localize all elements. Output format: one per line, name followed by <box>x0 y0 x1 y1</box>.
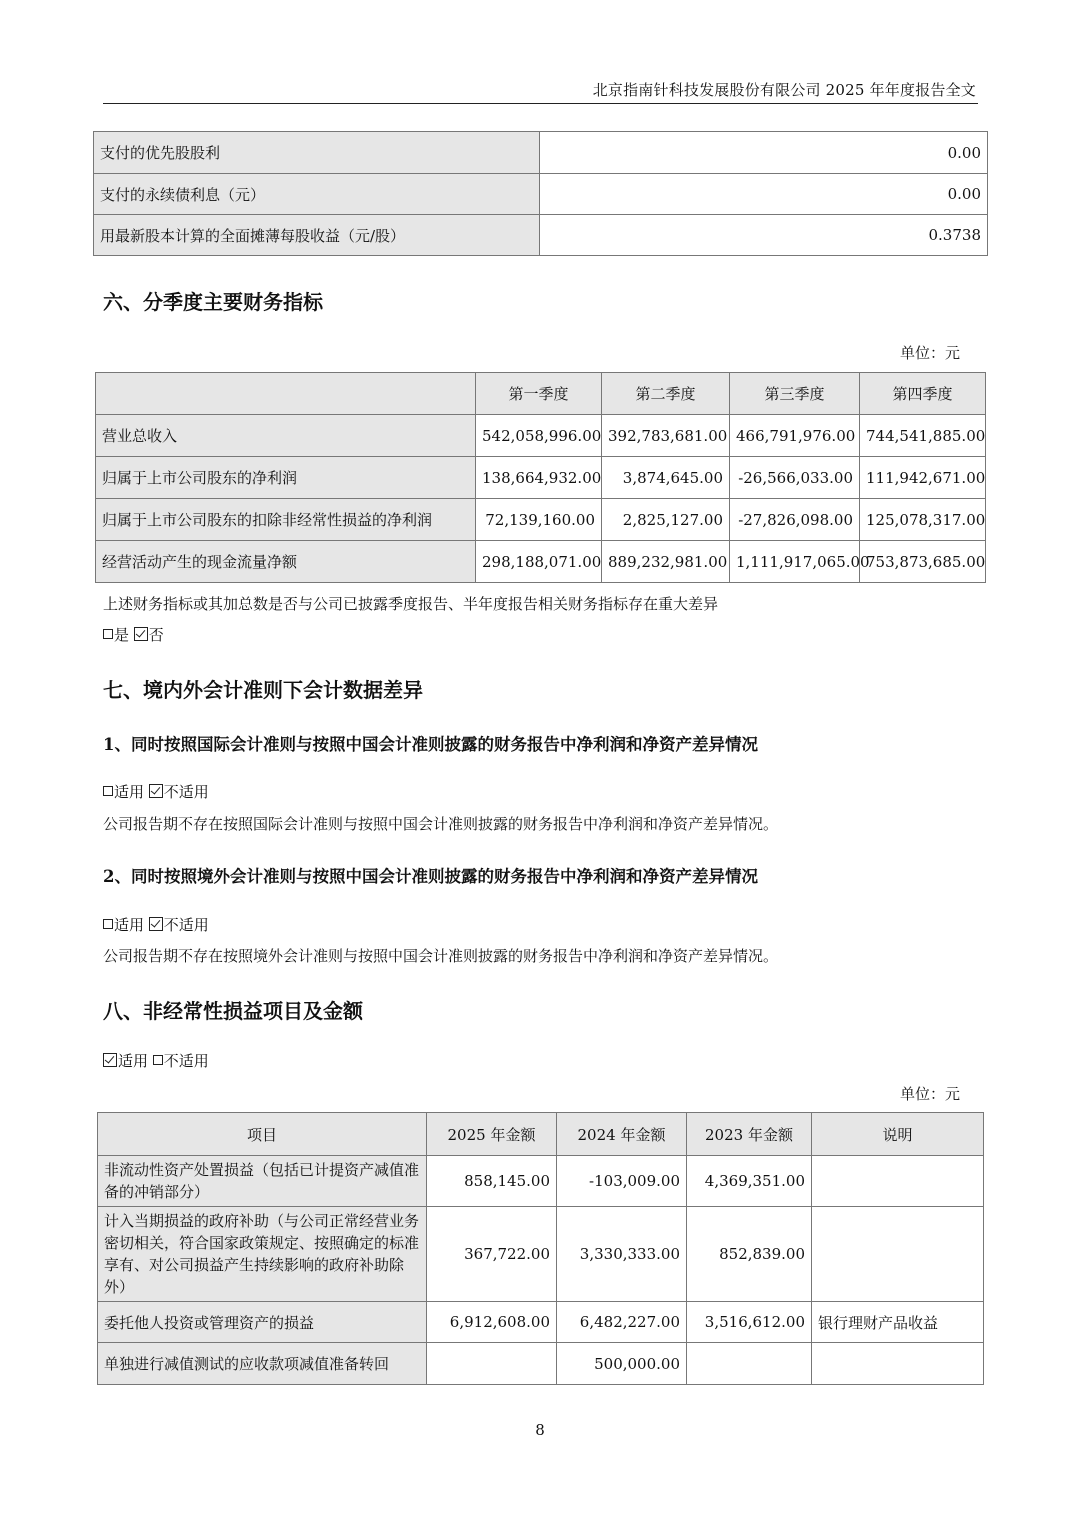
section6-title: 六、分季度主要财务指标 <box>103 290 323 314</box>
checked-box-icon[interactable] <box>149 784 163 798</box>
cell-q2: 392,783,681.00 <box>602 415 730 457</box>
unchecked-box-icon[interactable] <box>103 919 113 929</box>
col-header-q1: 第一季度 <box>476 373 602 415</box>
col-header-2023: 2023 年金额 <box>687 1113 812 1156</box>
section6-options <box>103 624 164 645</box>
unchecked-box-icon[interactable] <box>103 629 113 639</box>
option-apply-label: 适用 <box>118 1052 149 1070</box>
section7-title: 七、境内外会计准则下会计数据差异 <box>103 678 423 702</box>
col-header <box>96 373 476 415</box>
section7-sub2-title: 2、同时按照境外会计准则与按照中国会计准则披露的财务报告中净利润和净资产差异情况 <box>103 867 758 886</box>
table-row <box>96 499 986 541</box>
cell-2025: 367,722.00 <box>427 1207 557 1302</box>
page-header-title: 北京指南针科技发展股份有限公司 2025 年年度报告全文 <box>592 81 976 99</box>
row-label: 归属于上市公司股东的净利润 <box>96 457 476 499</box>
cell-2025 <box>427 1343 557 1385</box>
row-value: 0.00 <box>540 174 988 215</box>
cell-q3: -27,826,098.00 <box>730 499 860 541</box>
checked-box-icon[interactable] <box>134 627 148 641</box>
checked-box-icon[interactable] <box>149 917 163 931</box>
col-header-2025: 2025 年金额 <box>427 1113 557 1156</box>
cell-2024: -103,009.00 <box>557 1156 687 1207</box>
section7-sub1-title: 1、同时按照国际会计准则与按照中国会计准则披露的财务报告中净利润和净资产差异情况 <box>103 735 758 754</box>
section7-sub2-options <box>103 914 209 935</box>
row-item: 委托他人投资或管理资产的损益 <box>98 1302 427 1343</box>
cell-q3: 466,791,976.00 <box>730 415 860 457</box>
table-row <box>96 457 986 499</box>
cell-q4: 125,078,317.00 <box>860 499 986 541</box>
row-label: 支付的优先股股利 <box>94 132 540 174</box>
nonrecurring-table <box>97 1112 984 1385</box>
section8-unit: 单位：元 <box>899 1085 960 1103</box>
table-row <box>98 1302 984 1343</box>
row-label: 支付的永续债利息（元） <box>94 174 540 215</box>
table-row <box>94 215 988 256</box>
section8-title: 八、非经常性损益项目及金额 <box>103 999 363 1023</box>
cell-2023: 3,516,612.00 <box>687 1302 812 1343</box>
row-label: 归属于上市公司股东的扣除非经常性损益的净利润 <box>96 499 476 541</box>
row-label: 经营活动产生的现金流量净额 <box>96 541 476 583</box>
row-item: 单独进行减值测试的应收款项减值准备转回 <box>98 1343 427 1385</box>
table-row <box>94 132 988 174</box>
section6-unit: 单位：元 <box>899 344 960 362</box>
cell-2024: 500,000.00 <box>557 1343 687 1385</box>
cell-q1: 542,058,996.00 <box>476 415 602 457</box>
option-na-label: 不适用 <box>163 783 209 801</box>
table-header-row <box>96 373 986 415</box>
table-row <box>98 1207 984 1302</box>
col-header-2024: 2024 年金额 <box>557 1113 687 1156</box>
cell-2025: 6,912,608.00 <box>427 1302 557 1343</box>
row-value: 0.00 <box>540 132 988 174</box>
option-na-label: 不适用 <box>163 1052 209 1070</box>
table-row <box>96 541 986 583</box>
cell-q2: 889,232,981.00 <box>602 541 730 583</box>
cell-2023: 852,839.00 <box>687 1207 812 1302</box>
cell-q3: -26,566,033.00 <box>730 457 860 499</box>
cell-2023 <box>687 1343 812 1385</box>
cell-q4: 753,873,685.00 <box>860 541 986 583</box>
unchecked-box-icon[interactable] <box>153 1055 163 1065</box>
option-yes-label: 是 <box>114 626 130 644</box>
table-row <box>96 415 986 457</box>
row-label: 用最新股本计算的全面摊薄每股收益（元/股） <box>94 215 540 256</box>
cell-note <box>812 1156 984 1207</box>
cell-q2: 3,874,645.00 <box>602 457 730 499</box>
col-header-q2: 第二季度 <box>602 373 730 415</box>
section7-sub1-options <box>103 781 209 802</box>
checked-box-icon[interactable] <box>103 1053 117 1067</box>
cell-note <box>812 1343 984 1385</box>
row-item: 计入当期损益的政府补助（与公司正常经营业务密切相关，符合国家政策规定、按照确定的标准享有、对公司损益产生持续影响的政府补助除外） <box>98 1207 427 1302</box>
table-row <box>94 174 988 215</box>
row-item: 非流动性资产处置损益（包括已计提资产减值准备的冲销部分） <box>98 1156 427 1207</box>
quarterly-table <box>95 372 986 583</box>
section7-sub1-text: 公司报告期不存在按照国际会计准则与按照中国会计准则披露的财务报告中净利润和净资产差异情况。 <box>103 815 779 833</box>
cell-2023: 4,369,351.00 <box>687 1156 812 1207</box>
cell-note: 银行理财产品收益 <box>812 1302 984 1343</box>
option-na-label: 不适用 <box>163 916 209 934</box>
section8-options <box>103 1050 209 1071</box>
cell-q3: 1,111,917,065.00 <box>730 541 860 583</box>
col-header-q4: 第四季度 <box>860 373 986 415</box>
row-label: 营业总收入 <box>96 415 476 457</box>
cell-q1: 298,188,071.00 <box>476 541 602 583</box>
cell-2025: 858,145.00 <box>427 1156 557 1207</box>
row-value: 0.3738 <box>540 215 988 256</box>
cell-q2: 2,825,127.00 <box>602 499 730 541</box>
cell-2024: 3,330,333.00 <box>557 1207 687 1302</box>
table-row <box>98 1156 984 1207</box>
cell-q4: 111,942,671.00 <box>860 457 986 499</box>
top-table <box>93 131 988 256</box>
option-apply-label: 适用 <box>114 783 145 801</box>
cell-note <box>812 1207 984 1302</box>
page-number: 8 <box>535 1421 545 1439</box>
cell-q1: 138,664,932.00 <box>476 457 602 499</box>
col-header-item: 项目 <box>98 1113 427 1156</box>
unchecked-box-icon[interactable] <box>103 786 113 796</box>
section7-sub2-text: 公司报告期不存在按照境外会计准则与按照中国会计准则披露的财务报告中净利润和净资产差异情况。 <box>103 947 779 965</box>
table-row <box>98 1343 984 1385</box>
section6-note: 上述财务指标或其加总数是否与公司已披露季度报告、半年度报告相关财务指标存在重大差异 <box>103 595 719 613</box>
cell-q1: 72,139,160.00 <box>476 499 602 541</box>
option-apply-label: 适用 <box>114 916 145 934</box>
header-divider <box>103 103 978 104</box>
col-header-q3: 第三季度 <box>730 373 860 415</box>
cell-q4: 744,541,885.00 <box>860 415 986 457</box>
option-no-label: 否 <box>148 626 164 644</box>
col-header-note: 说明 <box>812 1113 984 1156</box>
cell-2024: 6,482,227.00 <box>557 1302 687 1343</box>
table-header-row <box>98 1113 984 1156</box>
